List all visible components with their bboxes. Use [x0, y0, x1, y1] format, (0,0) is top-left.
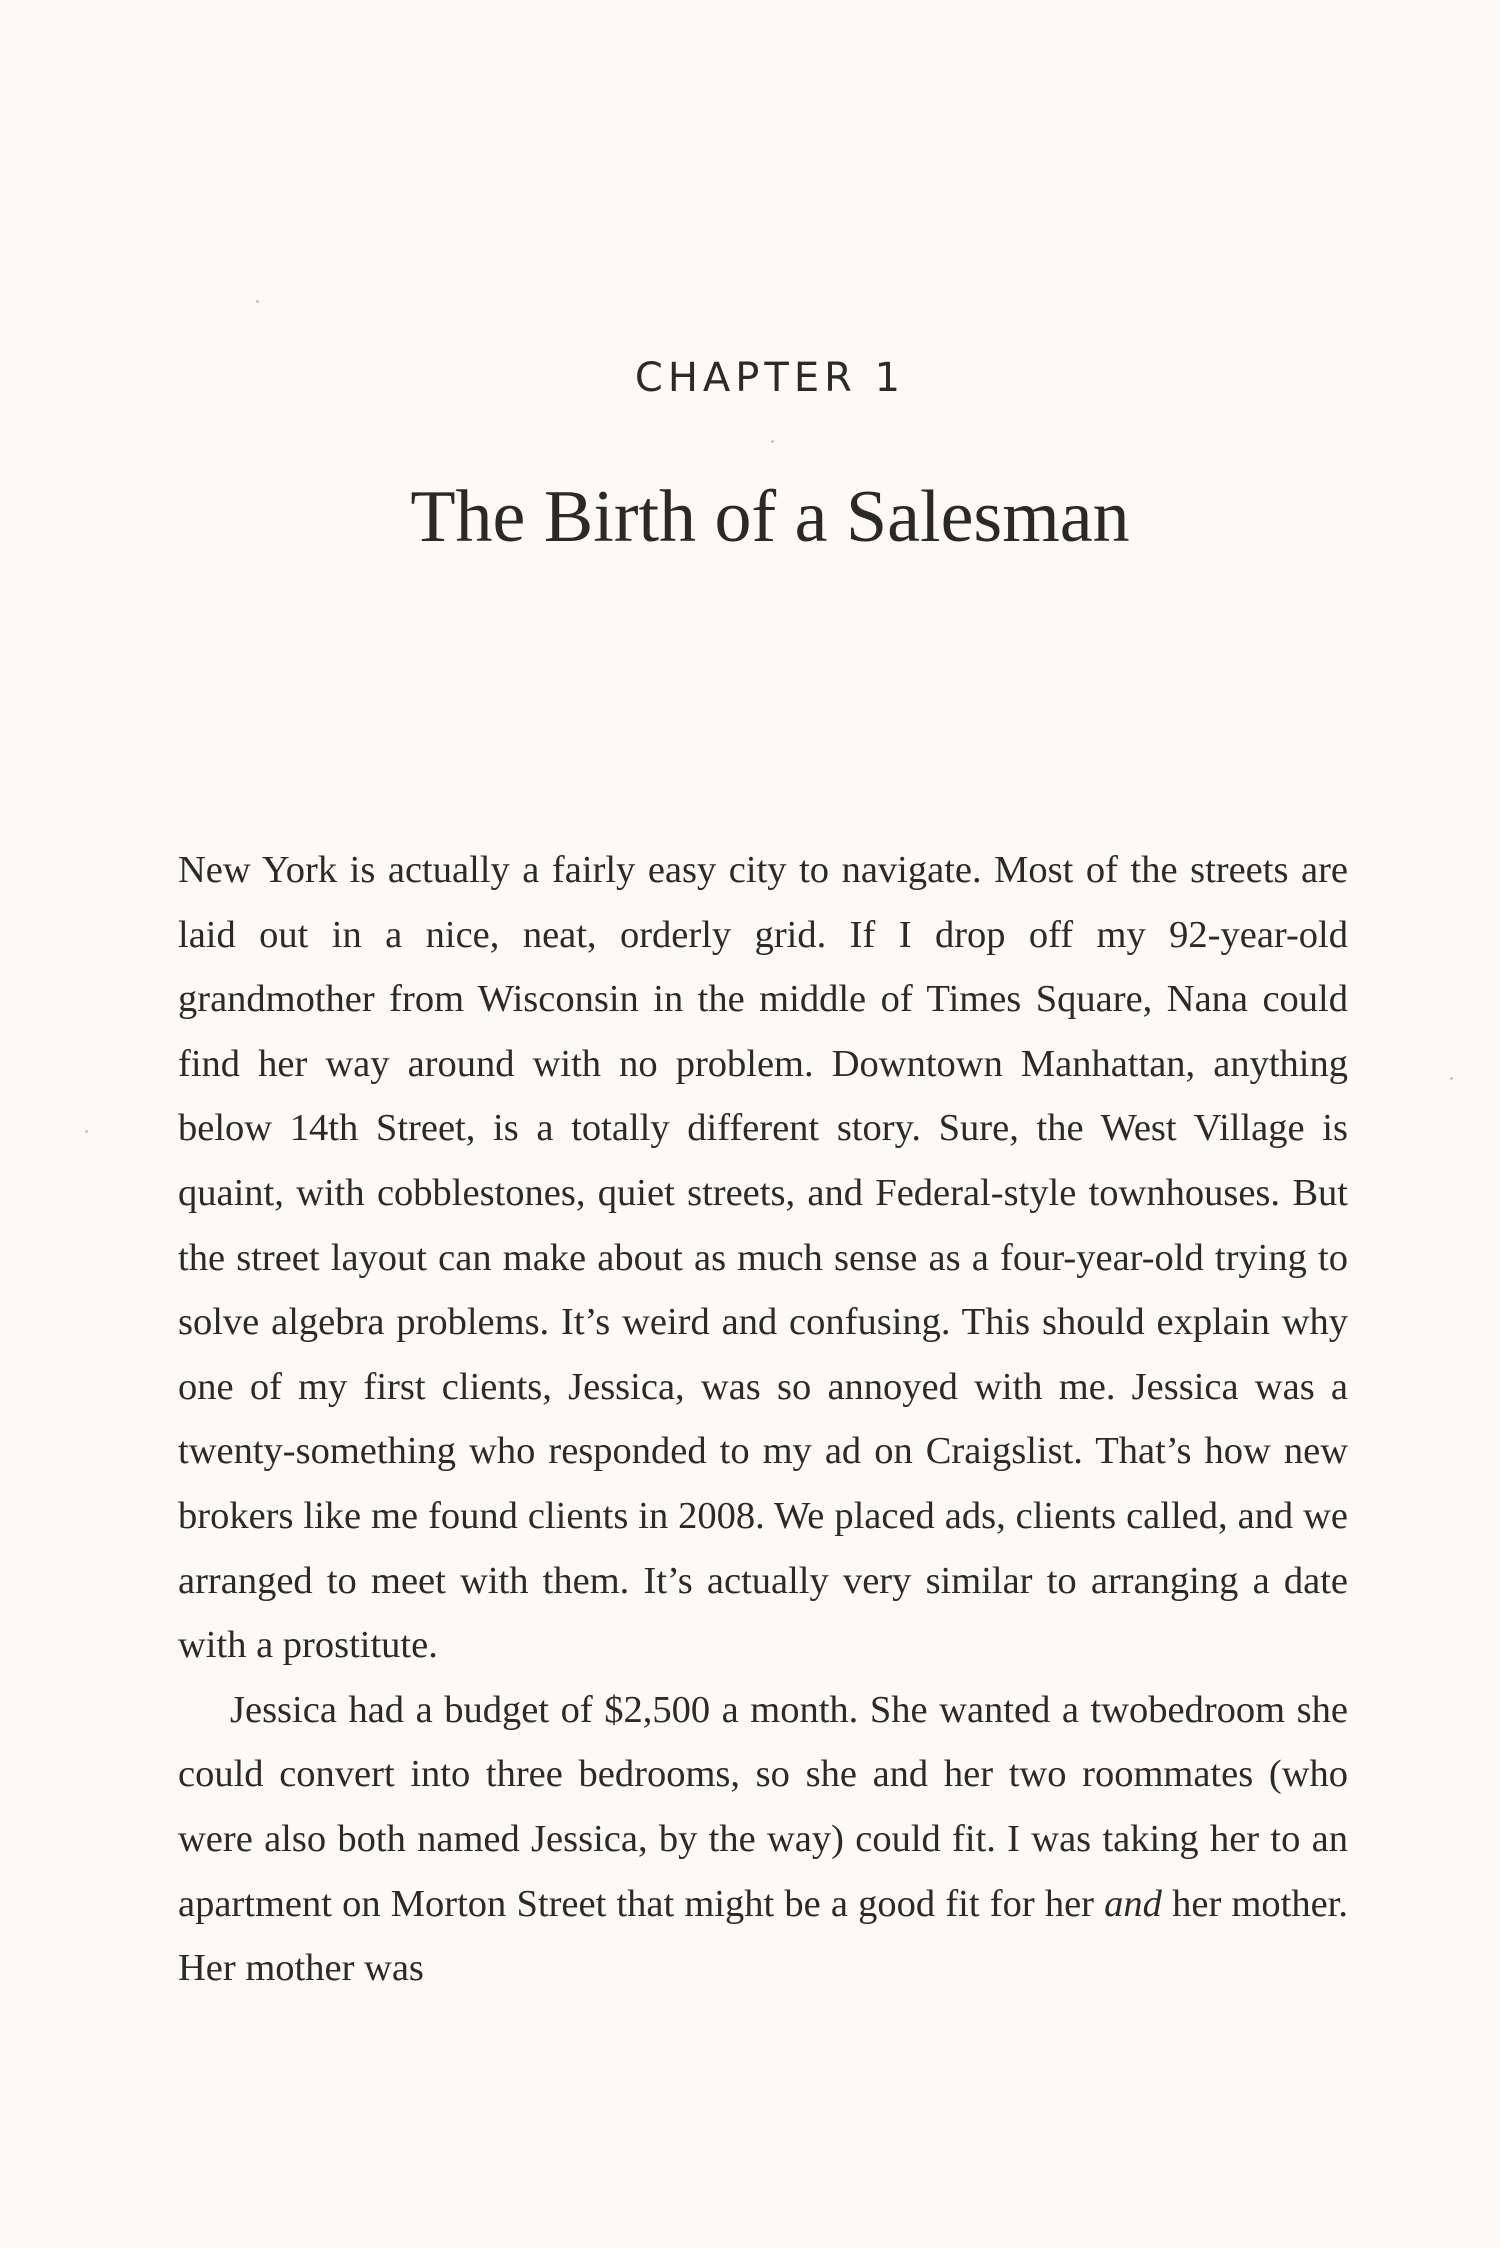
paragraph-text: Jessica had a budget of $2,500 a month. She wanted a twobedroom she could convert into three bedrooms, so she and her two roommates (who were also both named Jessica, by the way) could fit. I was taking her to an apartment on Morton Street that might be a good fit for her [178, 1688, 1348, 1925]
paper-speck [256, 300, 259, 303]
body-paragraph [178, 1678, 1348, 2001]
paragraph-text: her mother. Her mother was [178, 1882, 1348, 1990]
body-paragraph: New York is actually a fairly easy city to navigate. Most of the streets are laid out in a nice, neat, orderly grid. If I drop off my 92-year-old grandmother from Wisconsin in the middle of Times Square, Nana could find her way around with no problem. Downtown Manhattan, anything below 14th Street, is a totally different story. Sure, the West Village is quaint, with cobblestones, quiet streets, and Federal-style townhouses. But the street layout can make about as much sense as a four-year-old trying to solve algebra problems. It’s weird and confusing. This should explain why one of my first clients, Jessica, was so annoyed with me. Jessica was a twenty-something who responded to my ad on Craigslist. That’s how new brokers like me found clients in 2008. We placed ads, clients called, and we arranged to meet with them. It’s actually very similar to arranging a date with a prostitute. [178, 849, 1348, 1667]
chapter-label: CHAPTER 1 [634, 355, 906, 401]
emphasis-text: and [1104, 1882, 1162, 1925]
paper-speck [771, 440, 774, 443]
chapter-body [178, 838, 1348, 2001]
paper-speck [1450, 1077, 1453, 1080]
paper-speck [85, 1130, 88, 1133]
chapter-title: The Birth of a Salesman [410, 476, 1130, 558]
